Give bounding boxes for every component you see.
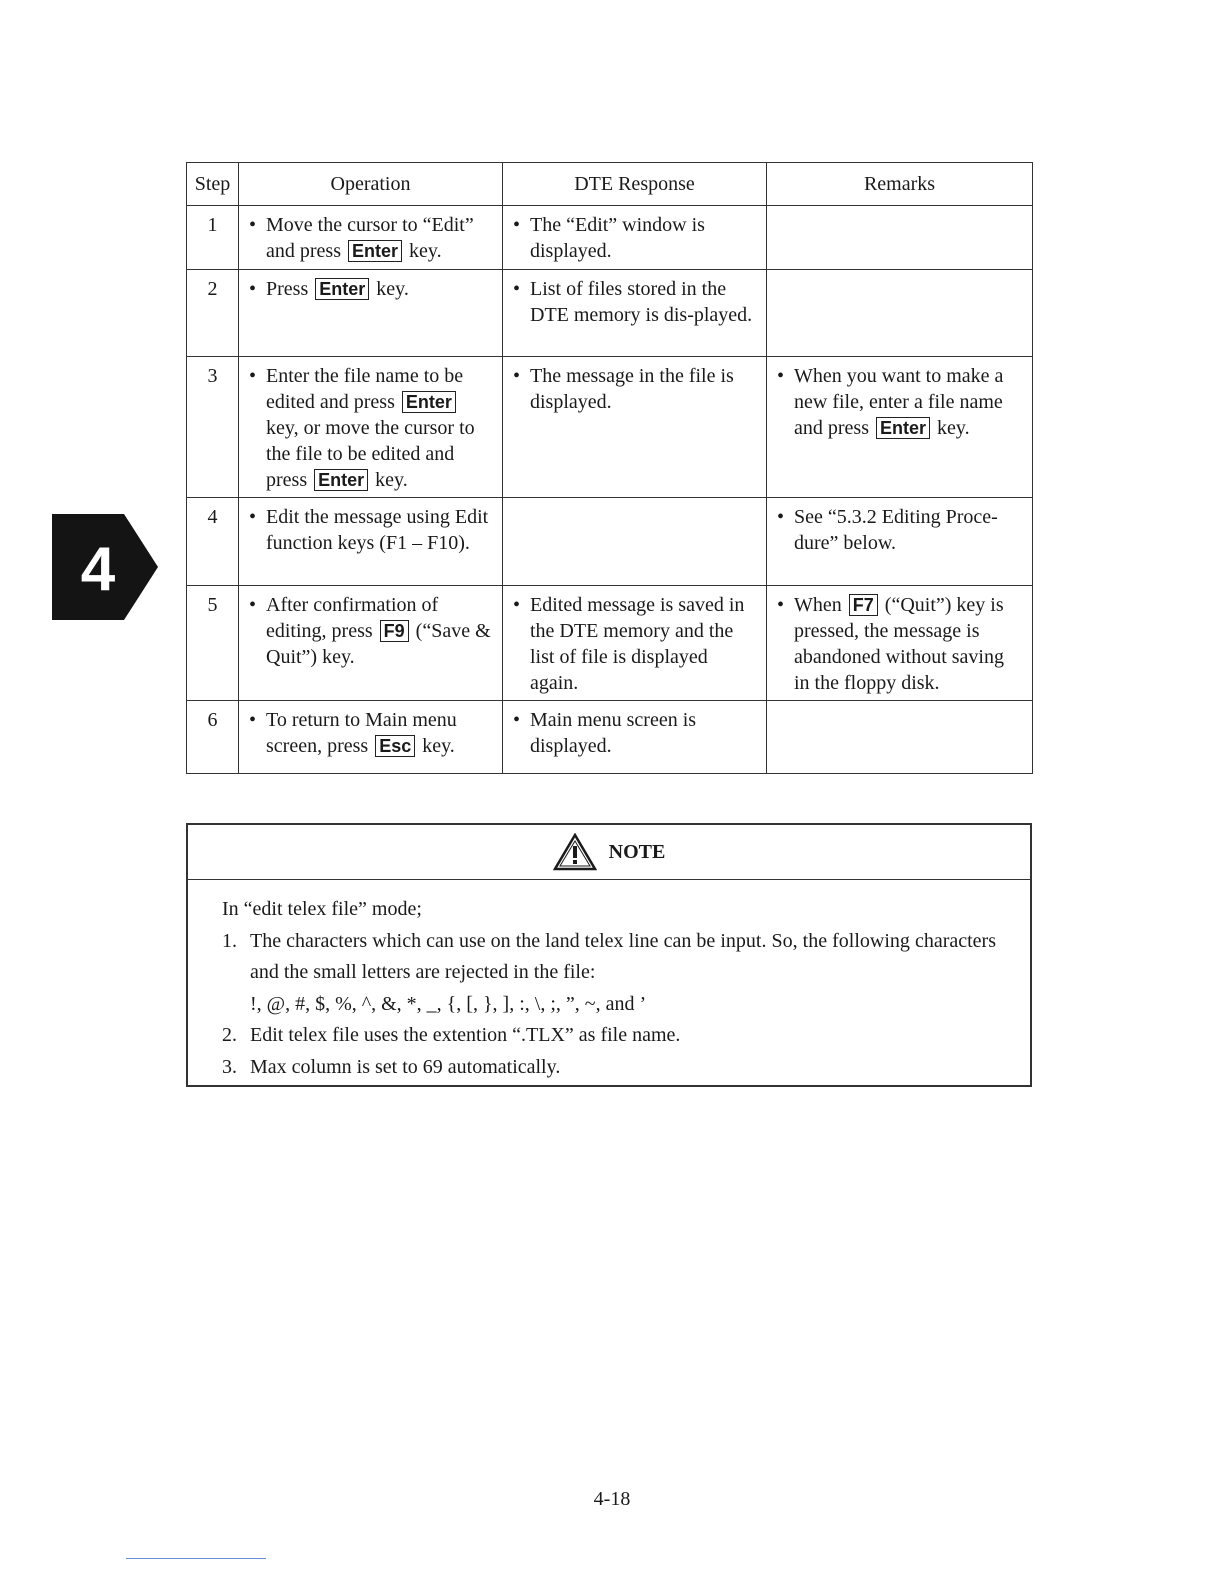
- enter-key: Enter: [348, 240, 402, 262]
- remarks-cell: [767, 270, 1033, 357]
- header-remarks: Remarks: [767, 163, 1033, 206]
- procedure-table: [186, 162, 1033, 774]
- bullet: •: [513, 709, 521, 731]
- step-number: 6: [187, 701, 239, 774]
- table-row: [187, 357, 1033, 498]
- header-operation: Operation: [239, 163, 503, 206]
- note-box: [186, 823, 1032, 1087]
- operation-cell: • Enter the file name to be edited and press Enter key, or move the cursor to the file to be edited and press Enter key.: [239, 357, 503, 498]
- response-cell: • The message in the file is displayed.: [503, 357, 767, 498]
- enter-key: Enter: [314, 469, 368, 491]
- esc-key: Esc: [375, 735, 415, 757]
- header-step: Step: [187, 163, 239, 206]
- note-title: NOTE: [608, 840, 666, 863]
- warning-triangle-icon: [553, 833, 597, 871]
- bullet: •: [249, 709, 257, 731]
- table-header-row: [187, 163, 1033, 206]
- f7-key: F7: [849, 594, 878, 616]
- remarks-cell: [767, 701, 1033, 774]
- chapter-tab-marker: [52, 514, 158, 620]
- f9-key: F9: [380, 620, 409, 642]
- operation-cell: • To return to Main menu screen, press Esc key.: [239, 701, 503, 774]
- bullet: •: [777, 365, 785, 387]
- header-dte-response: DTE Response: [503, 163, 767, 206]
- remarks-cell: • When F7 (“Quit”) key is pressed, the message is abandoned without saving in the floppy disk.: [767, 586, 1033, 701]
- response-cell: [503, 498, 767, 586]
- bullet: •: [249, 214, 257, 236]
- step-number: 5: [187, 586, 239, 701]
- bullet: •: [249, 506, 257, 528]
- bullet: •: [777, 594, 785, 616]
- bullet: •: [777, 506, 785, 528]
- operation-cell: • After confirmation of editing, press F9 (“Save & Quit”) key.: [239, 586, 503, 701]
- remarks-cell: • See “5.3.2 Editing Proce-dure” below.: [767, 498, 1033, 586]
- bullet: •: [249, 594, 257, 616]
- page-number: 4-18: [593, 1488, 631, 1510]
- note-body: [188, 880, 1030, 1083]
- list-item: 1. The characters which can use on the land telex line can be input. So, the following characters and the small letters are rejected in the file: !, @, #, $, %, ^, &, *, _, {, [, }, ], :, \, ;, ”, ~, and ’: [222, 929, 996, 1015]
- note-intro: In “edit telex file” mode;: [222, 898, 422, 920]
- table-row: [187, 270, 1033, 357]
- enter-key: Enter: [402, 391, 456, 413]
- table-row: [187, 498, 1033, 586]
- step-number: 2: [187, 270, 239, 357]
- bullet: •: [513, 365, 521, 387]
- step-number: 4: [187, 498, 239, 586]
- remarks-cell: [767, 206, 1033, 270]
- list-item: 2. Edit telex file uses the extention “.TLX” as file name.: [222, 1024, 681, 1046]
- step-number: 1: [187, 206, 239, 270]
- list-item: 3. Max column is set to 69 automatically.: [222, 1055, 561, 1078]
- bullet: •: [513, 278, 521, 300]
- rejected-characters: !, @, #, $, %, ^, &, *, _, {, [, }, ], :, \, ;, ”, ~, and ’: [250, 992, 647, 1015]
- divider: [126, 1558, 266, 1559]
- operation-cell: • Edit the message using Edit function keys (F1 – F10).: [239, 498, 503, 586]
- response-cell: • Edited message is saved in the DTE memory and the list of file is displayed again.: [503, 586, 767, 701]
- table-row: [187, 701, 1033, 774]
- operation-cell: • Move the cursor to “Edit” and press Enter key.: [239, 206, 503, 270]
- bullet: •: [513, 594, 521, 616]
- bullet: •: [249, 278, 257, 300]
- operation-cell: • Press Enter key.: [239, 270, 503, 357]
- remarks-cell: • When you want to make a new file, enter a file name and press Enter key.: [767, 357, 1033, 498]
- bullet: •: [513, 214, 521, 236]
- table-row: [187, 206, 1033, 270]
- enter-key: Enter: [876, 417, 930, 439]
- response-cell: • Main menu screen is displayed.: [503, 701, 767, 774]
- note-header: [188, 825, 1030, 880]
- chapter-tab-number: 4: [80, 535, 116, 604]
- step-number: 3: [187, 357, 239, 498]
- bullet: •: [249, 365, 257, 387]
- response-cell: • The “Edit” window is displayed.: [503, 206, 767, 270]
- enter-key: Enter: [315, 278, 369, 300]
- table-row: [187, 586, 1033, 701]
- response-cell: • List of files stored in the DTE memory is dis-played.: [503, 270, 767, 357]
